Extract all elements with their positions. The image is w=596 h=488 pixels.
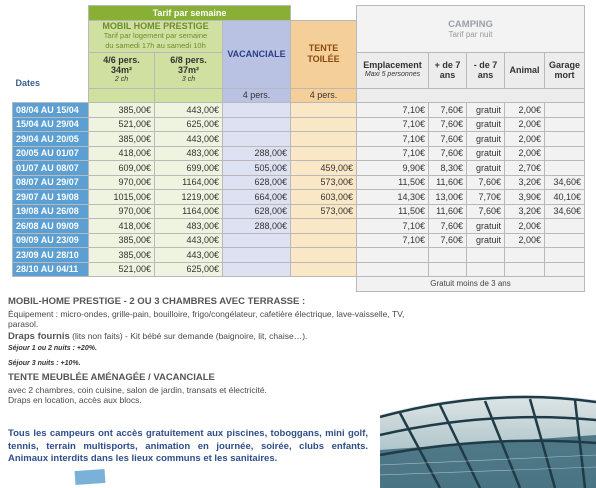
pool-dome-image [380, 395, 596, 488]
table-row [13, 204, 585, 219]
price-cell: 7,60€ [429, 219, 467, 234]
vacanciale-header: VACANCIALE [223, 20, 291, 88]
price-cell: 609,00€ [89, 161, 155, 176]
price-cell: 1164,00€ [155, 175, 223, 190]
price-cell [291, 146, 357, 161]
price-cell [223, 132, 291, 147]
price-cell: 625,00€ [155, 262, 223, 277]
price-cell: 7,10€ [357, 233, 429, 248]
mobil-home-equipment: Équipement : micro-ondes, grille-pain, bouilloire, frigo/congélateur, cafetière électrique, lave-vaisselle, TV, parasol. [8, 308, 405, 329]
table-row [13, 175, 585, 190]
price-cell: 2,00€ [505, 219, 545, 234]
table-row [13, 219, 585, 234]
price-cell: 628,00€ [223, 175, 291, 190]
price-cell: gratuit [467, 132, 505, 147]
price-cell: gratuit [467, 233, 505, 248]
price-cell: 11,60€ [429, 175, 467, 190]
date-range-cell: 23/09 AU 28/10 [13, 248, 89, 263]
price-cell [291, 219, 357, 234]
col-garage-mort: Garage mort [545, 52, 585, 88]
draps-rest: (lits non faits) - Kit bébé sur demande (baignoire, lit, chaise…). [69, 330, 308, 341]
price-cell [467, 262, 505, 277]
col-6-8-pers: 6/8 pers. 37m² 3 ch [155, 52, 223, 88]
table-row [13, 248, 585, 263]
price-cell: 7,60€ [429, 117, 467, 132]
campeurs-paragraph: Tous les campeurs ont accès gratuitement aux piscines, toboggans, mini golf, tennis, terrain multisports, animation en journée, soirée, clubs enfants. Animaux interdits dans les lieux communs et les sanitaires. [8, 428, 368, 464]
price-cell: 664,00€ [223, 190, 291, 205]
price-cell [357, 248, 429, 263]
price-cell: 7,10€ [357, 117, 429, 132]
price-cell: 7,60€ [429, 132, 467, 147]
price-cell: 7,60€ [429, 233, 467, 248]
col-4-6-pers: 4/6 pers. 34m² 2 ch [89, 52, 155, 88]
dates-label: Dates [15, 78, 41, 88]
date-range-cell: 29/04 AU 20/05 [13, 132, 89, 147]
table-row [13, 161, 585, 176]
price-cell: 7,60€ [467, 204, 505, 219]
draps-bold: Draps fournis [8, 330, 70, 342]
price-cell: 385,00€ [89, 103, 155, 118]
col-moins-7-ans: - de 7 ans [467, 52, 505, 88]
price-cell: 699,00€ [155, 161, 223, 176]
mobil-home-description [8, 297, 408, 406]
mobil-home-header: MOBIL HOME PRESTIGE Tarif par logement par semaine du samedi 17h au samedi 10h [89, 20, 223, 52]
price-cell [545, 219, 585, 234]
price-cell [545, 233, 585, 248]
price-cell: 418,00€ [89, 146, 155, 161]
table-row [13, 190, 585, 205]
table-row [13, 103, 585, 118]
tarifs-table [12, 5, 585, 292]
table-row [13, 117, 585, 132]
price-cell: 2,00€ [505, 132, 545, 147]
price-cell: 970,00€ [89, 204, 155, 219]
date-range-cell: 29/07 AU 19/08 [13, 190, 89, 205]
price-cell: 443,00€ [155, 132, 223, 147]
price-cell: 443,00€ [155, 248, 223, 263]
price-cell [505, 248, 545, 263]
price-cell [223, 103, 291, 118]
table-row [13, 132, 585, 147]
price-cell: 1015,00€ [89, 190, 155, 205]
price-cell: 11,60€ [429, 204, 467, 219]
footnote: Gratuit moins de 3 ans [357, 277, 585, 292]
price-cell [291, 117, 357, 132]
price-cell: 573,00€ [291, 175, 357, 190]
price-cell: 3,90€ [505, 190, 545, 205]
price-cell: 385,00€ [89, 233, 155, 248]
price-cell: 7,60€ [429, 146, 467, 161]
col-animal: Animal [505, 52, 545, 88]
price-cell [291, 233, 357, 248]
price-cell [505, 262, 545, 277]
price-cell [223, 248, 291, 263]
price-cell [545, 132, 585, 147]
price-cell: 521,00€ [89, 262, 155, 277]
price-cell: 7,10€ [357, 219, 429, 234]
price-cell [545, 103, 585, 118]
table-row [13, 262, 585, 277]
date-range-cell: 09/09 AU 23/09 [13, 233, 89, 248]
tente-title: TENTE MEUBLÉE AMÉNAGÉE / VACANCIALE [8, 372, 215, 383]
date-range-cell: 26/08 AU 09/09 [13, 219, 89, 234]
price-cell: 7,70€ [467, 190, 505, 205]
price-cell [429, 248, 467, 263]
price-cell: 11,50€ [357, 204, 429, 219]
mobil-home-title: MOBIL-HOME PRESTIGE - 2 OU 3 CHAMBRES AVEC TERRASSE : [8, 296, 306, 307]
price-cell [545, 146, 585, 161]
tente-line-1: avec 2 chambres, coin cuisine, salon de jardin, transats et électricité. [8, 384, 267, 395]
vacanciale-pers: 4 pers. [223, 88, 291, 103]
date-range-cell: 19/08 AU 26/08 [13, 204, 89, 219]
price-cell [223, 117, 291, 132]
price-cell: 34,60€ [545, 175, 585, 190]
blue-tape-decoration [75, 469, 106, 485]
price-cell: 288,00€ [223, 146, 291, 161]
price-cell: 385,00€ [89, 132, 155, 147]
price-cell: 505,00€ [223, 161, 291, 176]
price-cell [291, 248, 357, 263]
price-cell: 7,10€ [357, 103, 429, 118]
price-cell: 603,00€ [291, 190, 357, 205]
price-cell: 3,20€ [505, 204, 545, 219]
price-cell: 288,00€ [223, 219, 291, 234]
price-cell: 1219,00€ [155, 190, 223, 205]
price-cell: 483,00€ [155, 219, 223, 234]
date-range-cell: 15/04 AU 29/04 [13, 117, 89, 132]
price-cell: 7,10€ [357, 146, 429, 161]
sejour-1-2-nuits: Séjour 1 ou 2 nuits : +20%. [8, 345, 97, 352]
date-range-cell: 08/07 AU 29/07 [13, 175, 89, 190]
price-cell: 443,00€ [155, 233, 223, 248]
price-cell: gratuit [467, 146, 505, 161]
pool-photo [380, 395, 596, 488]
price-cell [545, 262, 585, 277]
sejour-3-nuits: Séjour 3 nuits : +10%. [8, 359, 81, 367]
price-cell: 418,00€ [89, 219, 155, 234]
price-cell [291, 262, 357, 277]
date-range-cell: 20/05 AU 01/07 [13, 146, 89, 161]
price-cell: gratuit [467, 219, 505, 234]
price-cell [467, 248, 505, 263]
tente-header: TENTE TOILÉE [291, 20, 357, 88]
price-cell: gratuit [467, 161, 505, 176]
price-cell: 385,00€ [89, 248, 155, 263]
price-cell: 34,60€ [545, 204, 585, 219]
price-cell [545, 248, 585, 263]
price-cell: 7,60€ [467, 175, 505, 190]
price-cell: 8,30€ [429, 161, 467, 176]
price-cell [357, 262, 429, 277]
price-cell: 970,00€ [89, 175, 155, 190]
price-cell [291, 103, 357, 118]
price-cell: 483,00€ [155, 146, 223, 161]
price-cell [429, 262, 467, 277]
tarif-semaine-header: Tarif par semaine [89, 6, 291, 21]
draps-line [8, 331, 408, 343]
camping-header: CAMPING Tarif par nuit [357, 6, 585, 53]
price-cell: 9,90€ [357, 161, 429, 176]
price-cell: 7,10€ [357, 132, 429, 147]
price-cell [291, 132, 357, 147]
price-cell: 2,00€ [505, 103, 545, 118]
price-cell [545, 117, 585, 132]
table-row [13, 146, 585, 161]
price-cell: 521,00€ [89, 117, 155, 132]
price-cell: 628,00€ [223, 204, 291, 219]
price-cell: 443,00€ [155, 103, 223, 118]
price-cell [545, 161, 585, 176]
col-emplacement: Emplacement Maxi 5 personnes [357, 52, 429, 88]
tente-pers: 4 pers. [291, 88, 357, 103]
price-cell: 3,20€ [505, 175, 545, 190]
price-cell: 2,00€ [505, 117, 545, 132]
price-cell [223, 262, 291, 277]
col-plus-7-ans: + de 7 ans [429, 52, 467, 88]
price-cell: 11,50€ [357, 175, 429, 190]
date-range-cell: 08/04 AU 15/04 [13, 103, 89, 118]
tente-line-2: Draps en location, accès aux blocs. [8, 395, 142, 405]
price-cell [223, 233, 291, 248]
price-cell: 14,30€ [357, 190, 429, 205]
date-range-cell: 01/07 AU 08/07 [13, 161, 89, 176]
price-cell: 573,00€ [291, 204, 357, 219]
table-row [13, 233, 585, 248]
price-cell: 459,00€ [291, 161, 357, 176]
price-cell: 2,00€ [505, 233, 545, 248]
date-range-cell: 28/10 AU 04/11 [13, 262, 89, 277]
price-cell: gratuit [467, 117, 505, 132]
price-cell: 40,10€ [545, 190, 585, 205]
price-cell: 7,60€ [429, 103, 467, 118]
price-cell: 13,00€ [429, 190, 467, 205]
price-cell: 2,70€ [505, 161, 545, 176]
price-cell: 625,00€ [155, 117, 223, 132]
price-cell: gratuit [467, 103, 505, 118]
price-cell: 2,00€ [505, 146, 545, 161]
price-cell: 1164,00€ [155, 204, 223, 219]
tarif-rows [13, 103, 585, 277]
